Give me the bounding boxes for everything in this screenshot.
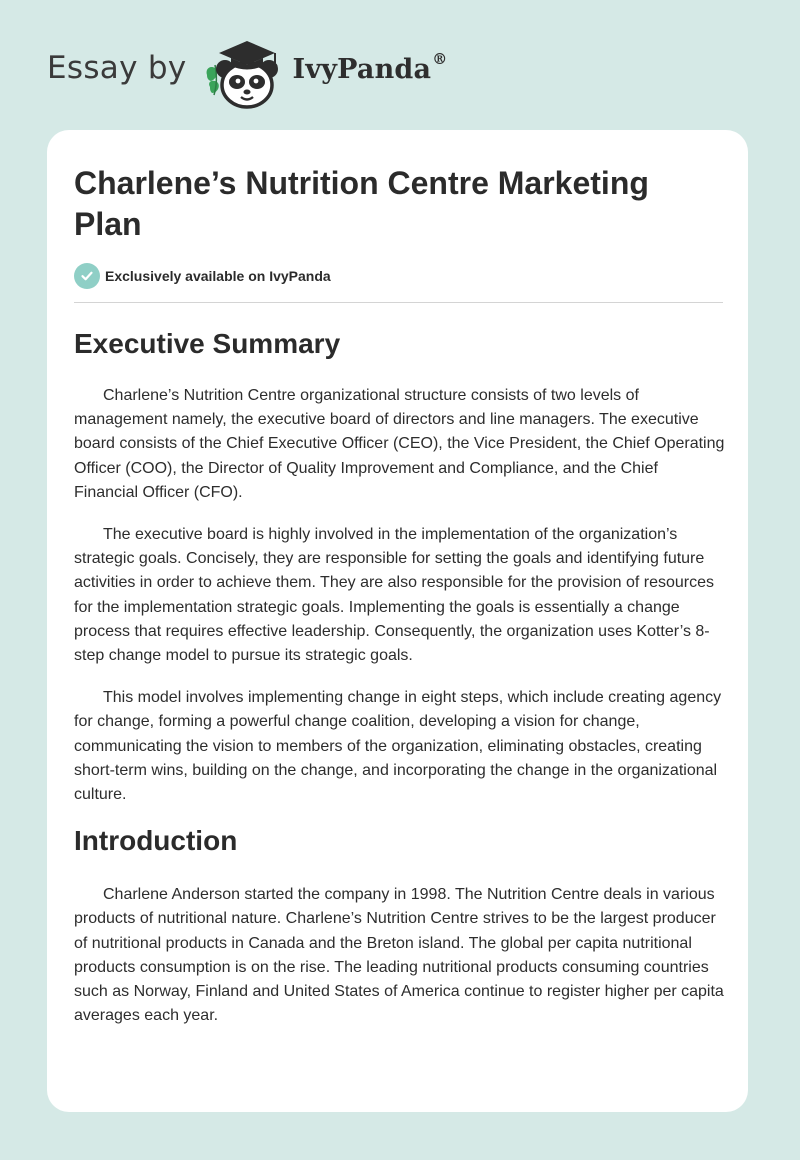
document-card [47,130,748,1112]
registered-mark: ® [432,49,448,68]
paragraph: Charlene’s Nutrition Centre organizational structure consists of two levels of management namely, the executive board of directors and line managers. The executive board consists of the Chief Executive Officer (CEO), the Vice President, the Chief Operating Officer (COO), the Director of Quality Improvement and Compliance, and the Chief Financial Officer (CFO). [74,387,725,501]
paragraph: This model involves implementing change in eight steps, which include creating agency for change, forming a powerful change coalition, developing a vision for change, communicating the vision to members of the organization, eliminating obstacles, creating short-term wins, building on the change, and incorporating the change in the organizational culture. [74,689,722,804]
document-body [74,324,726,1028]
panda-logo-icon [201,35,293,109]
checkmark-icon [74,263,100,289]
brand-header [47,36,447,108]
section-heading-executive-summary: Executive Summary [74,328,341,359]
section-heading-introduction: Introduction [74,825,238,857]
divider [74,302,723,303]
paragraph: The executive board is highly involved in the implementation of the organization’s strategic goals. Concisely, they are responsible for setting the goals and identifying future activities in order to achieve them. They are also responsible for the provision of resources for the implementation strategic goals. Implementing the goals is essentially a change process that requires effective leadership. Consequently, the organization uses Kotter’s 8-step change model to pursue its strategic goals. [74,526,715,665]
page-title: Charlene’s Nutrition Centre Marketing Plan [74,165,649,242]
brand-name: IvyPanda® [292,49,448,85]
paragraph: Charlene Anderson started the company in 1998. The Nutrition Centre deals in various products of nutritional nature. Charlene’s Nutrition Centre strives to be the largest producer of nutritional products in Canada and the Breton island. The global per capita nutritional products consumption is on the rise. The leading nutritional products consuming countries such as Norway, Finland and United States of America continue to register higher per capita averages each year. [74,886,724,1025]
exclusive-label: Exclusively available on IvyPanda [105,268,331,284]
exclusive-notice [74,263,331,289]
brand-prefix: Essay by [47,50,187,86]
